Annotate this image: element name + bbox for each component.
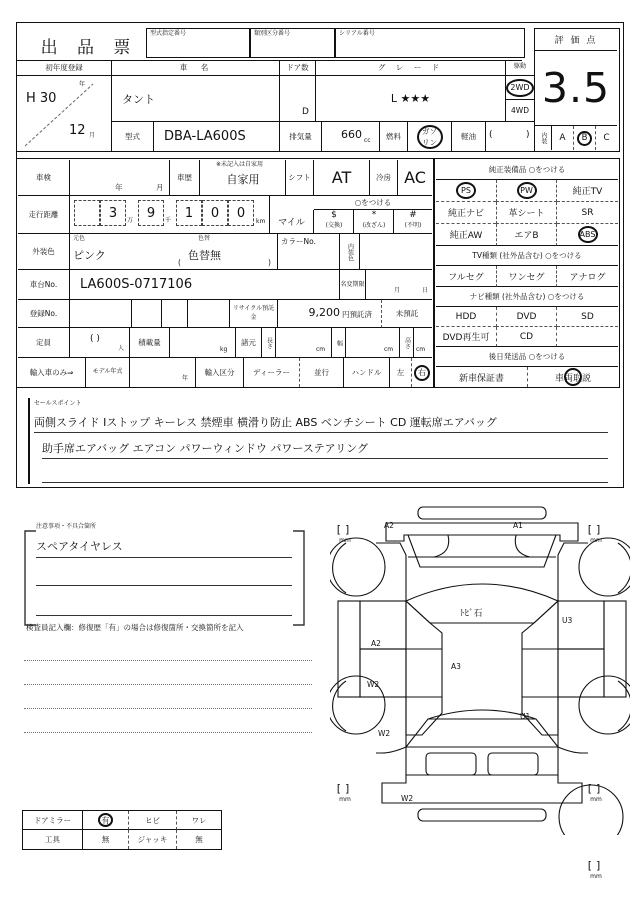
import-type-label: 輸入区分 bbox=[196, 358, 244, 387]
first-reg-month-value: 12 bbox=[69, 123, 86, 138]
shift-label: シフト bbox=[286, 160, 314, 196]
recycle-unpaid-label[interactable]: 未預託 bbox=[382, 300, 432, 328]
chassis-label: 車台No. bbox=[18, 270, 70, 300]
drive-label: 駆動 bbox=[506, 60, 534, 76]
import-dealer[interactable]: ディーラー bbox=[244, 358, 300, 387]
damage-mark-a2-rear-left: A2 bbox=[384, 521, 394, 530]
handle-label: ハンドル bbox=[344, 358, 390, 387]
drive-2wd[interactable] bbox=[506, 76, 534, 100]
tools-label: 工具 bbox=[23, 830, 83, 849]
score-value: 3.5 bbox=[541, 64, 611, 112]
jack-label: ジャッキ bbox=[129, 830, 177, 849]
tire-bracket-rear-right-close: ] bbox=[596, 522, 605, 536]
mileage-digits[interactable] bbox=[70, 196, 270, 234]
equip-ps-circled: PS bbox=[456, 182, 476, 199]
sales-points-line-1: 助手席エアバッグ エアコン パワーウィンドウ パワーステアリング bbox=[42, 437, 608, 459]
tv-analog[interactable]: アナログ bbox=[557, 266, 618, 287]
length-label: 長さ bbox=[265, 336, 273, 349]
tire-unit-front-right: mm bbox=[590, 796, 602, 803]
later-owners-manual-label: 車両取説 bbox=[554, 373, 591, 384]
shaken-label: 車検 bbox=[18, 160, 70, 196]
tv-oneseg[interactable]: ワンセグ bbox=[496, 266, 557, 287]
sales-points-label: セールスポイント bbox=[34, 400, 82, 407]
mileage-mark-unknown[interactable] bbox=[394, 210, 432, 234]
handle-right-circled: 右 bbox=[414, 365, 430, 381]
tire-bracket-front-right-open: [ bbox=[587, 781, 596, 795]
height-label-cell bbox=[400, 328, 414, 358]
sales-points-left-rule bbox=[28, 398, 30, 484]
mileage-digit-5: 0 bbox=[228, 200, 254, 226]
tv-type-header: TV種類 (社外品含む) ○をつける bbox=[436, 246, 618, 266]
inspector-line-0 bbox=[24, 660, 312, 661]
name-change-month-unit: 月 bbox=[394, 287, 401, 294]
recycle-amount: 9,200 bbox=[308, 306, 340, 319]
notes-line-2 bbox=[36, 594, 292, 616]
seats-paren: ( ) bbox=[90, 334, 100, 344]
load-unit: kg bbox=[220, 346, 228, 353]
load-box[interactable] bbox=[170, 328, 236, 358]
model-year-label: モデル年式 bbox=[86, 358, 130, 387]
later-new-car-warranty[interactable]: 新車保証書 bbox=[458, 373, 504, 384]
seats-unit: 人 bbox=[118, 345, 125, 352]
history-box[interactable] bbox=[200, 160, 286, 196]
seats-label: 定員 bbox=[18, 328, 70, 358]
tire-bracket-rear-left-open: [ bbox=[336, 522, 345, 536]
serial-box[interactable] bbox=[335, 28, 525, 58]
mileage-mark-exchange[interactable] bbox=[314, 210, 354, 234]
doors-box[interactable] bbox=[280, 76, 316, 122]
original-color-value: ピンク bbox=[73, 249, 106, 262]
nav-type-header: ナビ種類 (社外品含む) ○をつける bbox=[436, 287, 618, 307]
shift-value: AT bbox=[314, 160, 370, 196]
tire-bracket-front-right[interactable] bbox=[583, 781, 609, 795]
nav-hdd[interactable]: HDD bbox=[436, 307, 496, 327]
fuel-other[interactable] bbox=[486, 122, 534, 152]
fuel-gasoline[interactable] bbox=[408, 122, 452, 152]
displacement-value: 660 bbox=[341, 128, 362, 141]
inspector-label: 検査員記入欄：修復歴「有」の場合は修復箇所・交換箇所を記入 bbox=[26, 623, 244, 632]
exterior-color-box[interactable] bbox=[70, 234, 278, 270]
equip-abs[interactable] bbox=[557, 224, 618, 246]
inspector-line-1 bbox=[24, 684, 312, 685]
jack-status[interactable]: 無 bbox=[195, 835, 203, 844]
mileage-digit-0 bbox=[74, 200, 100, 226]
spec-label: 諸元 bbox=[236, 328, 262, 358]
notes-line-1 bbox=[36, 564, 292, 586]
crack-label[interactable]: ヒビ bbox=[129, 811, 177, 830]
load-label: 積載量 bbox=[130, 328, 170, 358]
katashiki-shitei-box[interactable] bbox=[146, 28, 250, 58]
damage-mark-a1-rear-right: A1 bbox=[513, 521, 523, 530]
genuine-equipment-header: 純正装備品 ○をつける bbox=[436, 160, 618, 180]
interior-grade-label: 内装 bbox=[540, 132, 547, 144]
history-value: 自家用 bbox=[226, 173, 260, 186]
serial-label: シリアル番号 bbox=[339, 30, 375, 37]
repaint-label: 色替 bbox=[198, 235, 211, 242]
interior-grade-c[interactable]: C bbox=[603, 133, 610, 143]
tire-bracket-rear-left-close: ] bbox=[345, 522, 354, 536]
door-mirror-label: ドアミラー bbox=[23, 811, 83, 830]
later-shipment-header: 後日発送品 ○をつける bbox=[436, 347, 618, 367]
displacement-unit: cc bbox=[364, 137, 371, 144]
interior-color-value[interactable] bbox=[360, 234, 432, 270]
mileage-mark-exchange-symbol: $ bbox=[331, 210, 337, 220]
car-name-value: タント bbox=[112, 76, 280, 122]
notes-label: 注意事項・不具合箇所 bbox=[36, 523, 97, 530]
interior-color-label: 内装色 bbox=[346, 242, 354, 261]
first-reg-box[interactable] bbox=[17, 76, 112, 152]
equip-sr[interactable]: SR bbox=[557, 202, 618, 224]
repaint-open-paren: ( bbox=[178, 258, 181, 267]
mileage-digit-2: 9 bbox=[138, 200, 164, 226]
registration-value-0[interactable] bbox=[70, 300, 132, 328]
ruibetsu-kubun-label: 類別区分番号 bbox=[254, 30, 291, 37]
recycle-paid-label: 円預託済 bbox=[342, 310, 372, 319]
interior-grade-a[interactable]: A bbox=[559, 133, 566, 143]
score-panel bbox=[534, 28, 620, 152]
ac-label: 冷房 bbox=[370, 160, 398, 196]
recycle-deposit-label: リサイクル預託金 bbox=[230, 300, 278, 328]
height-unit: cm bbox=[416, 346, 426, 353]
length-unit: cm bbox=[316, 346, 326, 353]
nav-blank bbox=[557, 327, 618, 347]
nav-cd[interactable]: CD bbox=[496, 327, 557, 347]
tire-bracket-spare-close: ] bbox=[596, 858, 605, 872]
tv-fullseg[interactable]: フルセグ bbox=[436, 266, 496, 287]
displacement-label: 排気量 bbox=[280, 122, 322, 152]
handle-right[interactable] bbox=[412, 358, 432, 387]
nav-dvd[interactable]: DVD bbox=[496, 307, 557, 327]
import-label: 輸入車のみ⇒ bbox=[18, 358, 86, 387]
drive-2wd-circled: 2WD bbox=[506, 79, 534, 97]
tire-bracket-front-left-open: [ bbox=[336, 781, 345, 795]
door-mirror-status[interactable] bbox=[83, 811, 129, 830]
original-color-label: 元色 bbox=[73, 235, 86, 242]
chassis-value: LA600S-0717106 bbox=[70, 270, 340, 300]
later-owners-manual[interactable] bbox=[527, 367, 618, 387]
model-year-unit: 年 bbox=[182, 375, 189, 382]
name-change-date[interactable] bbox=[366, 270, 432, 300]
sales-points-line-0: 両側スライド Iストップ キーレス 禁煙車 横滑り防止 ABS ベンチシート CD 運転席エアバッグ bbox=[34, 411, 608, 433]
katashiki-shitei-label: 型式指定番号 bbox=[150, 30, 187, 37]
interior-grade-b[interactable] bbox=[573, 126, 596, 150]
tire-bracket-front-left-close: ] bbox=[345, 781, 354, 795]
notes-line-0: スペアタイヤレス bbox=[36, 534, 292, 558]
registration-value-2[interactable] bbox=[162, 300, 188, 328]
drive-4wd[interactable]: 4WD bbox=[506, 100, 534, 122]
mileage-unit-sen: 千 bbox=[165, 217, 172, 224]
mileage-unit-km: km bbox=[256, 218, 266, 225]
recycle-paid-box[interactable] bbox=[278, 300, 382, 328]
mileage-digit-3: 1 bbox=[176, 200, 202, 226]
equip-airbag[interactable]: エアB bbox=[496, 224, 557, 246]
equip-pw[interactable] bbox=[496, 180, 557, 202]
name-change-label: 名変期限 bbox=[340, 270, 366, 300]
damage-mark-stone-chip: ﾄﾋﾞ石 bbox=[460, 609, 483, 619]
registration-label: 登録No. bbox=[18, 300, 70, 328]
tire-unit-spare: mm bbox=[590, 873, 602, 880]
mileage-mark-exchange-note: (交換) bbox=[325, 222, 343, 229]
fuel-other-open: ( bbox=[489, 130, 493, 140]
mileage-mark-header: ○をつける bbox=[314, 196, 432, 210]
color-no-box[interactable] bbox=[278, 234, 340, 270]
tire-unit-rear-left: mm bbox=[339, 537, 351, 544]
mileage-mark-tamper[interactable] bbox=[354, 210, 394, 234]
door-mirror-status-circled: 有 bbox=[98, 813, 113, 827]
length-box[interactable] bbox=[276, 328, 332, 358]
doors-label: ドア数 bbox=[280, 60, 316, 76]
equip-pw-circled: PW bbox=[517, 182, 537, 199]
grade-label: グ レ ー ド bbox=[316, 60, 506, 76]
damage-mark-w2-left-front: W2 bbox=[378, 729, 391, 738]
damage-mark-w2-left-rear: W2 bbox=[367, 680, 380, 689]
damage-mark-u1-right-front: U1 bbox=[520, 712, 531, 721]
car-name-label: 車 名 bbox=[112, 60, 280, 76]
model-year-box[interactable] bbox=[130, 358, 196, 387]
tire-bracket-rear-right-open: [ bbox=[587, 522, 596, 536]
break-label[interactable]: ワレ bbox=[177, 811, 221, 830]
equip-genuine-nav[interactable]: 純正ナビ bbox=[436, 202, 496, 224]
shaken-month-unit: 月 bbox=[156, 183, 164, 192]
seats-box[interactable] bbox=[70, 328, 130, 358]
mileage-label: 走行距離 bbox=[18, 196, 70, 234]
ruibetsu-kubun-box[interactable] bbox=[250, 28, 335, 58]
tire-bracket-spare-open: [ bbox=[587, 858, 596, 872]
mileage-mark-tamper-symbol: * bbox=[371, 210, 377, 220]
repaint-close-paren: ) bbox=[268, 258, 271, 267]
grade-value: L ★★★ bbox=[316, 76, 506, 122]
width-unit: cm bbox=[384, 346, 394, 353]
score-label: 評 価 点 bbox=[535, 29, 617, 51]
first-reg-year-value: H 30 bbox=[26, 91, 57, 106]
history-label: 車歴 bbox=[170, 160, 200, 196]
history-note: ※未記入は自家用 bbox=[216, 161, 264, 168]
fuel-gasoline-circled: ガソリン bbox=[417, 125, 443, 149]
height-box[interactable] bbox=[414, 328, 432, 358]
color-no-label: カラーNo. bbox=[281, 237, 316, 246]
nav-dvd-playable[interactable]: DVD再生可 bbox=[436, 327, 496, 347]
sales-points-line-2 bbox=[42, 463, 608, 483]
import-parallel[interactable]: 並行 bbox=[300, 358, 344, 387]
inspector-line-3 bbox=[24, 732, 312, 733]
katashiki-label: 型式 bbox=[112, 122, 154, 152]
damage-mark-w2-front-bumper: W2 bbox=[401, 794, 414, 803]
equip-genuine-tv[interactable]: 純正TV bbox=[557, 180, 618, 202]
displacement-box bbox=[322, 122, 380, 152]
registration-value-1[interactable] bbox=[132, 300, 162, 328]
interior-color-label-cell bbox=[340, 234, 360, 270]
doors-unit: D bbox=[302, 107, 309, 117]
repaint-value: 色替無 bbox=[188, 249, 221, 262]
interior-grade-row bbox=[535, 125, 617, 149]
tools-status[interactable]: 無 bbox=[83, 830, 129, 849]
tire-bracket-front-right-close: ] bbox=[596, 781, 605, 795]
name-change-day-unit: 日 bbox=[422, 287, 429, 294]
ac-value: AC bbox=[398, 160, 432, 196]
equip-genuine-aw[interactable]: 純正AW bbox=[436, 224, 496, 246]
first-reg-label: 初年度登録 bbox=[17, 60, 112, 76]
mileage-mark-unknown-note: (不明) bbox=[404, 222, 422, 229]
fuel-other-close: ) bbox=[526, 130, 530, 140]
height-label: 高さ bbox=[403, 336, 411, 349]
nav-sd[interactable]: SD bbox=[557, 307, 618, 327]
registration-value-3[interactable] bbox=[188, 300, 230, 328]
shaken-date-box[interactable] bbox=[70, 160, 170, 196]
width-label-cell bbox=[332, 328, 346, 358]
fuel-diesel[interactable]: 軽油 bbox=[452, 122, 486, 152]
later-owners-manual-circle bbox=[564, 368, 582, 386]
tire-unit-front-left: mm bbox=[339, 796, 351, 803]
tire-unit-rear-right: mm bbox=[590, 537, 602, 544]
equip-leather-seat[interactable]: 革シート bbox=[496, 202, 557, 224]
accessory-table bbox=[22, 810, 222, 850]
exterior-color-label: 外装色 bbox=[18, 234, 70, 270]
page-title: 出 品 票 bbox=[40, 37, 138, 58]
first-reg-year-unit: 年 bbox=[79, 81, 86, 88]
width-label: 幅 bbox=[335, 339, 343, 346]
damage-mark-a2-left-side: A2 bbox=[371, 639, 381, 648]
mileage-mark-unknown-symbol: # bbox=[409, 210, 417, 220]
handle-left[interactable]: 左 bbox=[390, 358, 412, 387]
mileage-digit-1: 3 bbox=[100, 200, 126, 226]
katashiki-value: DBA-LA600S bbox=[154, 122, 280, 152]
inspector-line-2 bbox=[24, 708, 312, 709]
fuel-label: 燃料 bbox=[380, 122, 408, 152]
first-reg-month-unit: 月 bbox=[89, 132, 96, 139]
damage-mark-u3-right-side: U3 bbox=[562, 616, 573, 625]
length-label-cell bbox=[262, 328, 276, 358]
width-box[interactable] bbox=[346, 328, 400, 358]
mileage-unit-man: 万 bbox=[127, 217, 134, 224]
interior-grade-b-circled: B bbox=[577, 131, 592, 146]
mileage-mark-tamper-note: (改ざん) bbox=[362, 222, 386, 229]
mileage-digit-4: 0 bbox=[202, 200, 228, 226]
tire-bracket-front-left[interactable] bbox=[332, 781, 358, 795]
equip-abs-circled: ABS bbox=[578, 226, 598, 243]
damage-mark-a3-center: A3 bbox=[451, 662, 461, 671]
equip-ps[interactable] bbox=[436, 180, 496, 202]
mileage-mile-label[interactable]: マイル bbox=[270, 210, 314, 234]
tire-bracket-spare[interactable] bbox=[583, 858, 609, 872]
tire-bracket-rear-right[interactable] bbox=[583, 522, 609, 536]
shaken-year-unit: 年 bbox=[115, 183, 123, 192]
tire-bracket-rear-left[interactable] bbox=[332, 522, 358, 536]
